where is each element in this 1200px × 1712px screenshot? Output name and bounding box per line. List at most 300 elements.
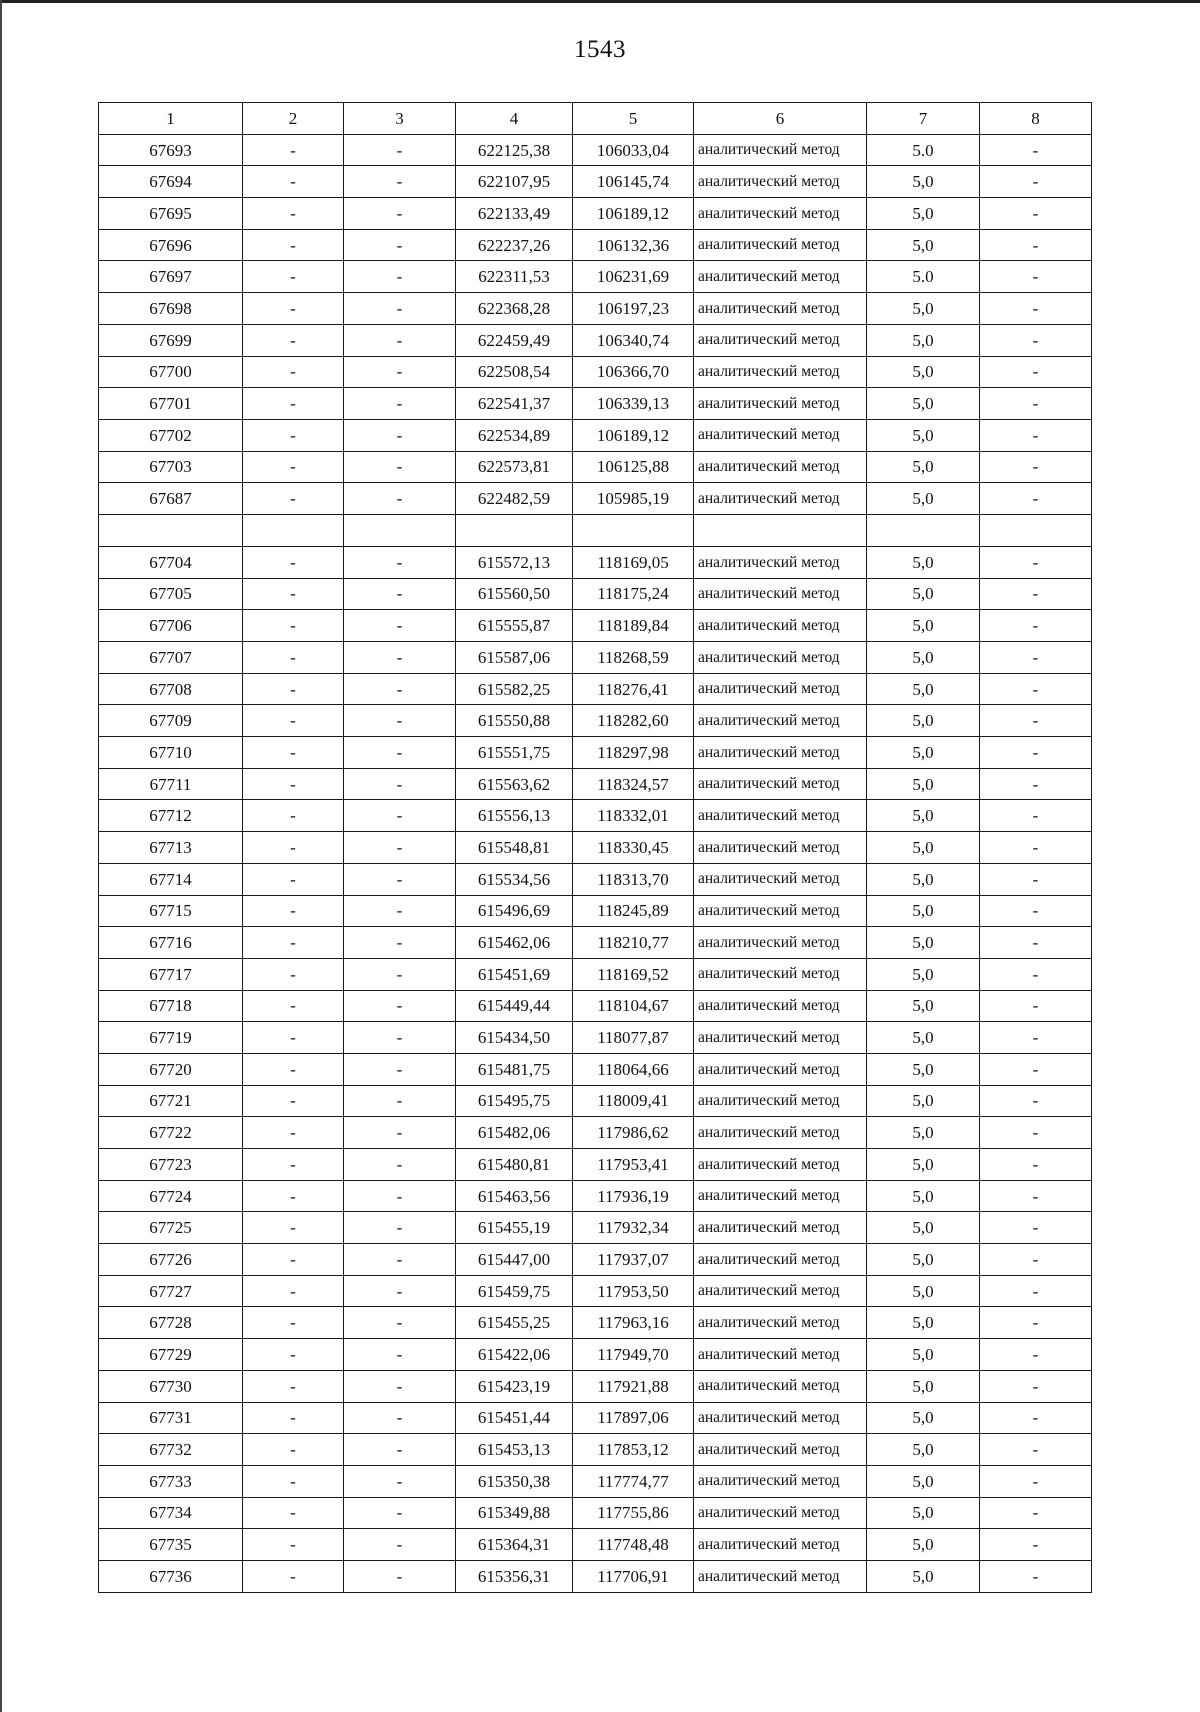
- table-row: [99, 1053, 1092, 1085]
- table-row: [99, 990, 1092, 1022]
- table-cell: 67719: [99, 1022, 243, 1054]
- table-cell: -: [243, 356, 344, 388]
- header-row: [99, 103, 1092, 135]
- table-row: [99, 642, 1092, 674]
- table-cell: 118282,60: [573, 705, 694, 737]
- table-cell: -: [980, 1085, 1092, 1117]
- table-row: [99, 261, 1092, 293]
- table-cell: 67724: [99, 1180, 243, 1212]
- table-row: [99, 1212, 1092, 1244]
- table-cell: 106231,69: [573, 261, 694, 293]
- table-row: [99, 800, 1092, 832]
- table-cell: аналитический метод: [694, 832, 867, 864]
- empty-cell: [694, 514, 867, 546]
- table-cell: аналитический метод: [694, 1053, 867, 1085]
- table-cell: 615563,62: [456, 768, 573, 800]
- table-cell: -: [344, 198, 456, 230]
- empty-cell: [573, 514, 694, 546]
- table-cell: 67721: [99, 1085, 243, 1117]
- table-cell: аналитический метод: [694, 1434, 867, 1466]
- table-cell: -: [980, 261, 1092, 293]
- table-row: [99, 1434, 1092, 1466]
- table-cell: аналитический метод: [694, 1402, 867, 1434]
- table-cell: -: [243, 1053, 344, 1085]
- table-row: [99, 166, 1092, 198]
- table-cell: 67705: [99, 578, 243, 610]
- table-cell: -: [344, 293, 456, 325]
- table-cell: 67718: [99, 990, 243, 1022]
- table-cell: 67728: [99, 1307, 243, 1339]
- table-cell: -: [980, 229, 1092, 261]
- table-row: [99, 863, 1092, 895]
- table-cell: 67725: [99, 1212, 243, 1244]
- table-cell: -: [344, 578, 456, 610]
- table-cell: 5,0: [867, 356, 980, 388]
- table-cell: -: [243, 483, 344, 515]
- table-cell: 5,0: [867, 832, 980, 864]
- table-cell: -: [243, 1180, 344, 1212]
- table-cell: 5,0: [867, 293, 980, 325]
- table-cell: аналитический метод: [694, 578, 867, 610]
- table-cell: -: [344, 166, 456, 198]
- table-cell: 615555,87: [456, 610, 573, 642]
- table-cell: -: [243, 1497, 344, 1529]
- table-cell: -: [243, 863, 344, 895]
- table-cell: -: [344, 1307, 456, 1339]
- table-cell: -: [344, 705, 456, 737]
- table-cell: -: [980, 1212, 1092, 1244]
- table-cell: 106340,74: [573, 324, 694, 356]
- table-cell: аналитический метод: [694, 1180, 867, 1212]
- table-cell: -: [344, 1180, 456, 1212]
- table-cell: -: [243, 1402, 344, 1434]
- table-cell: 615582,25: [456, 673, 573, 705]
- table-cell: -: [980, 1244, 1092, 1276]
- table-cell: 615350,38: [456, 1465, 573, 1497]
- table-cell: 106145,74: [573, 166, 694, 198]
- table-cell: 5,0: [867, 546, 980, 578]
- table-cell: -: [344, 737, 456, 769]
- table-row: [99, 1560, 1092, 1592]
- table-cell: -: [344, 1085, 456, 1117]
- table-cell: 5,0: [867, 1370, 980, 1402]
- table-row: [99, 1022, 1092, 1054]
- table-cell: -: [243, 1560, 344, 1592]
- table-row: [99, 198, 1092, 230]
- table-cell: -: [243, 927, 344, 959]
- table-cell: 67700: [99, 356, 243, 388]
- table-cell: -: [243, 1529, 344, 1561]
- table-cell: -: [344, 1497, 456, 1529]
- table-cell: 622133,49: [456, 198, 573, 230]
- table-cell: -: [344, 642, 456, 674]
- table-cell: -: [243, 958, 344, 990]
- empty-cell: [456, 514, 573, 546]
- table-cell: 5,0: [867, 863, 980, 895]
- table-cell: -: [243, 229, 344, 261]
- empty-cell: [99, 514, 243, 546]
- table-cell: аналитический метод: [694, 1370, 867, 1402]
- table-cell: 5.0: [867, 134, 980, 166]
- table-cell: -: [980, 610, 1092, 642]
- table-cell: -: [980, 927, 1092, 959]
- table-cell: 117949,70: [573, 1339, 694, 1371]
- table-cell: аналитический метод: [694, 673, 867, 705]
- table-cell: 118324,57: [573, 768, 694, 800]
- table-cell: 5,0: [867, 1085, 980, 1117]
- table-cell: 5,0: [867, 1149, 980, 1181]
- table-cell: аналитический метод: [694, 737, 867, 769]
- column-header: 1: [99, 103, 243, 135]
- table-cell: -: [980, 895, 1092, 927]
- table-cell: -: [980, 800, 1092, 832]
- table-cell: -: [980, 1560, 1092, 1592]
- table-cell: 117755,86: [573, 1497, 694, 1529]
- table-cell: аналитический метод: [694, 990, 867, 1022]
- table-cell: аналитический метод: [694, 229, 867, 261]
- table-cell: 615364,31: [456, 1529, 573, 1561]
- table-cell: -: [243, 546, 344, 578]
- table-cell: аналитический метод: [694, 261, 867, 293]
- table-cell: 118189,84: [573, 610, 694, 642]
- table-cell: -: [980, 1149, 1092, 1181]
- table-cell: 615482,06: [456, 1117, 573, 1149]
- table-cell: -: [980, 1497, 1092, 1529]
- table-cell: -: [243, 324, 344, 356]
- table-cell: 118268,59: [573, 642, 694, 674]
- table-cell: 615550,88: [456, 705, 573, 737]
- table-cell: 5,0: [867, 1244, 980, 1276]
- table-cell: 615560,50: [456, 578, 573, 610]
- table-cell: 5,0: [867, 673, 980, 705]
- table-cell: 615451,69: [456, 958, 573, 990]
- table-cell: -: [980, 1465, 1092, 1497]
- table-cell: 5,0: [867, 1022, 980, 1054]
- table-cell: 67701: [99, 388, 243, 420]
- table-cell: -: [980, 483, 1092, 515]
- table-cell: 67726: [99, 1244, 243, 1276]
- table-cell: 117937,07: [573, 1244, 694, 1276]
- column-header: 5: [573, 103, 694, 135]
- table-cell: -: [344, 229, 456, 261]
- table-cell: 5,0: [867, 768, 980, 800]
- table-cell: 5,0: [867, 1497, 980, 1529]
- table-cell: 118210,77: [573, 927, 694, 959]
- empty-cell: [980, 514, 1092, 546]
- table-cell: 5,0: [867, 800, 980, 832]
- table-cell: 106125,88: [573, 451, 694, 483]
- table-cell: 67693: [99, 134, 243, 166]
- table-cell: аналитический метод: [694, 1465, 867, 1497]
- table-row: [99, 1275, 1092, 1307]
- table-cell: -: [344, 1560, 456, 1592]
- table-cell: 118330,45: [573, 832, 694, 864]
- table-cell: 5,0: [867, 610, 980, 642]
- table-cell: -: [243, 1117, 344, 1149]
- table-cell: аналитический метод: [694, 610, 867, 642]
- table-cell: 5,0: [867, 1212, 980, 1244]
- table-row: [99, 1402, 1092, 1434]
- table-cell: -: [980, 166, 1092, 198]
- table-cell: -: [243, 1085, 344, 1117]
- table-row: [99, 737, 1092, 769]
- table-cell: 615463,56: [456, 1180, 573, 1212]
- table-cell: 105985,19: [573, 483, 694, 515]
- table-cell: 615534,56: [456, 863, 573, 895]
- table-cell: 622573,81: [456, 451, 573, 483]
- table-cell: 615481,75: [456, 1053, 573, 1085]
- table-cell: 118104,67: [573, 990, 694, 1022]
- table-cell: -: [243, 198, 344, 230]
- column-header: 4: [456, 103, 573, 135]
- table-row: [99, 768, 1092, 800]
- table-cell: 5,0: [867, 1180, 980, 1212]
- table-cell: 5,0: [867, 1529, 980, 1561]
- table-cell: 67695: [99, 198, 243, 230]
- table-cell: -: [344, 1149, 456, 1181]
- empty-cell: [867, 514, 980, 546]
- table-cell: -: [344, 958, 456, 990]
- table-row: [99, 293, 1092, 325]
- table-cell: -: [980, 451, 1092, 483]
- table-cell: -: [243, 419, 344, 451]
- table-cell: 67712: [99, 800, 243, 832]
- table-cell: -: [243, 1465, 344, 1497]
- table-cell: -: [344, 895, 456, 927]
- table-cell: -: [344, 419, 456, 451]
- table-cell: -: [344, 261, 456, 293]
- table-cell: 67723: [99, 1149, 243, 1181]
- table-cell: 615455,25: [456, 1307, 573, 1339]
- table-row: [99, 1529, 1092, 1561]
- table-cell: -: [344, 1529, 456, 1561]
- table-cell: -: [344, 1370, 456, 1402]
- table-cell: аналитический метод: [694, 546, 867, 578]
- table-cell: 615587,06: [456, 642, 573, 674]
- table-cell: 5,0: [867, 1307, 980, 1339]
- table-cell: аналитический метод: [694, 356, 867, 388]
- table-row: [99, 1085, 1092, 1117]
- table-cell: -: [344, 483, 456, 515]
- table-cell: 5,0: [867, 895, 980, 927]
- table-cell: -: [980, 673, 1092, 705]
- table-cell: -: [243, 166, 344, 198]
- table-cell: 106189,12: [573, 419, 694, 451]
- table-cell: 67733: [99, 1465, 243, 1497]
- table-cell: -: [344, 1402, 456, 1434]
- table-cell: -: [243, 1244, 344, 1276]
- table-cell: -: [243, 737, 344, 769]
- table-cell: 67716: [99, 927, 243, 959]
- table-cell: -: [980, 990, 1092, 1022]
- table-cell: аналитический метод: [694, 324, 867, 356]
- table-cell: 615459,75: [456, 1275, 573, 1307]
- table-body: [99, 103, 1092, 1593]
- table-cell: 67730: [99, 1370, 243, 1402]
- table-cell: 615455,19: [456, 1212, 573, 1244]
- table-cell: -: [980, 546, 1092, 578]
- table-cell: 67699: [99, 324, 243, 356]
- table-cell: 67704: [99, 546, 243, 578]
- table-cell: 615447,00: [456, 1244, 573, 1276]
- table-cell: -: [980, 1529, 1092, 1561]
- table-cell: 615356,31: [456, 1560, 573, 1592]
- table-cell: 67696: [99, 229, 243, 261]
- table-cell: -: [344, 1053, 456, 1085]
- table-cell: 615453,13: [456, 1434, 573, 1466]
- table-row: [99, 1370, 1092, 1402]
- table-cell: -: [243, 990, 344, 1022]
- table-cell: аналитический метод: [694, 1085, 867, 1117]
- table-cell: -: [344, 546, 456, 578]
- table-cell: -: [344, 800, 456, 832]
- table-row: [99, 546, 1092, 578]
- table-cell: -: [344, 610, 456, 642]
- table-cell: 117986,62: [573, 1117, 694, 1149]
- table-cell: аналитический метод: [694, 895, 867, 927]
- table-cell: аналитический метод: [694, 388, 867, 420]
- table-cell: -: [344, 1244, 456, 1276]
- table-cell: 67711: [99, 768, 243, 800]
- table-cell: аналитический метод: [694, 927, 867, 959]
- table-cell: -: [243, 832, 344, 864]
- table-cell: 117774,77: [573, 1465, 694, 1497]
- table-cell: 67713: [99, 832, 243, 864]
- empty-cell: [243, 514, 344, 546]
- table-cell: -: [980, 863, 1092, 895]
- table-cell: -: [344, 324, 456, 356]
- table-cell: -: [980, 388, 1092, 420]
- table-cell: 117706,91: [573, 1560, 694, 1592]
- table-cell: 615451,44: [456, 1402, 573, 1434]
- group-separator-row: [99, 514, 1092, 546]
- table-cell: -: [980, 1053, 1092, 1085]
- table-cell: -: [344, 388, 456, 420]
- table-cell: -: [344, 451, 456, 483]
- table-cell: 67720: [99, 1053, 243, 1085]
- table-cell: 67722: [99, 1117, 243, 1149]
- table-row: [99, 1339, 1092, 1371]
- table-cell: 106033,04: [573, 134, 694, 166]
- table-row: [99, 1117, 1092, 1149]
- table-cell: 67735: [99, 1529, 243, 1561]
- table-cell: 615422,06: [456, 1339, 573, 1371]
- table-cell: -: [980, 198, 1092, 230]
- table-cell: аналитический метод: [694, 1560, 867, 1592]
- table-row: [99, 1244, 1092, 1276]
- table-cell: -: [344, 1117, 456, 1149]
- table-cell: 5,0: [867, 451, 980, 483]
- table-cell: -: [980, 1434, 1092, 1466]
- table-cell: -: [980, 1275, 1092, 1307]
- table-cell: аналитический метод: [694, 863, 867, 895]
- table-row: [99, 388, 1092, 420]
- table-cell: -: [344, 1434, 456, 1466]
- table-cell: 67706: [99, 610, 243, 642]
- table-cell: 622368,28: [456, 293, 573, 325]
- table-cell: 118245,89: [573, 895, 694, 927]
- table-cell: аналитический метод: [694, 134, 867, 166]
- table-cell: 5,0: [867, 1339, 980, 1371]
- table-cell: 622508,54: [456, 356, 573, 388]
- table-cell: 622107,95: [456, 166, 573, 198]
- table-cell: 622482,59: [456, 483, 573, 515]
- table-cell: -: [980, 1117, 1092, 1149]
- table-cell: 67710: [99, 737, 243, 769]
- table-cell: 615462,06: [456, 927, 573, 959]
- table-cell: -: [980, 737, 1092, 769]
- table-cell: 5,0: [867, 419, 980, 451]
- table-cell: -: [243, 261, 344, 293]
- table-cell: 67736: [99, 1560, 243, 1592]
- table-row: [99, 483, 1092, 515]
- table-cell: 5,0: [867, 483, 980, 515]
- table-cell: 117748,48: [573, 1529, 694, 1561]
- table-cell: -: [243, 1149, 344, 1181]
- table-cell: 67714: [99, 863, 243, 895]
- table-cell: -: [243, 1339, 344, 1371]
- table-cell: 106197,23: [573, 293, 694, 325]
- table-row: [99, 1149, 1092, 1181]
- table-cell: 615449,44: [456, 990, 573, 1022]
- table-row: [99, 1180, 1092, 1212]
- table-cell: -: [243, 800, 344, 832]
- table-cell: 118175,24: [573, 578, 694, 610]
- table-cell: -: [344, 1465, 456, 1497]
- table-cell: аналитический метод: [694, 1117, 867, 1149]
- column-header: 2: [243, 103, 344, 135]
- table-cell: 67717: [99, 958, 243, 990]
- table-cell: -: [980, 356, 1092, 388]
- table-cell: 615548,81: [456, 832, 573, 864]
- table-cell: -: [243, 768, 344, 800]
- table-cell: -: [344, 990, 456, 1022]
- table-cell: 67727: [99, 1275, 243, 1307]
- table-cell: аналитический метод: [694, 768, 867, 800]
- table-cell: -: [243, 578, 344, 610]
- table-cell: 5.0: [867, 261, 980, 293]
- table-cell: 118169,05: [573, 546, 694, 578]
- table-cell: 117963,16: [573, 1307, 694, 1339]
- table-cell: 118276,41: [573, 673, 694, 705]
- table-row: [99, 451, 1092, 483]
- table-cell: 118077,87: [573, 1022, 694, 1054]
- table-cell: 117932,34: [573, 1212, 694, 1244]
- table-cell: аналитический метод: [694, 293, 867, 325]
- table-cell: 67694: [99, 166, 243, 198]
- table-cell: аналитический метод: [694, 451, 867, 483]
- table-cell: -: [243, 1434, 344, 1466]
- table-cell: 5,0: [867, 737, 980, 769]
- table-cell: -: [344, 1339, 456, 1371]
- table-cell: -: [980, 958, 1092, 990]
- table-cell: -: [243, 1275, 344, 1307]
- table-cell: -: [980, 1339, 1092, 1371]
- table-cell: -: [980, 768, 1092, 800]
- table-cell: 67729: [99, 1339, 243, 1371]
- page-left-edge: [0, 0, 2, 1712]
- table-cell: 5,0: [867, 958, 980, 990]
- column-header: 3: [344, 103, 456, 135]
- table-row: [99, 927, 1092, 959]
- table-cell: 5,0: [867, 1053, 980, 1085]
- table-cell: -: [344, 768, 456, 800]
- table-cell: -: [243, 895, 344, 927]
- table-cell: аналитический метод: [694, 1339, 867, 1371]
- table-cell: 622534,89: [456, 419, 573, 451]
- table-cell: аналитический метод: [694, 1497, 867, 1529]
- table-cell: 622311,53: [456, 261, 573, 293]
